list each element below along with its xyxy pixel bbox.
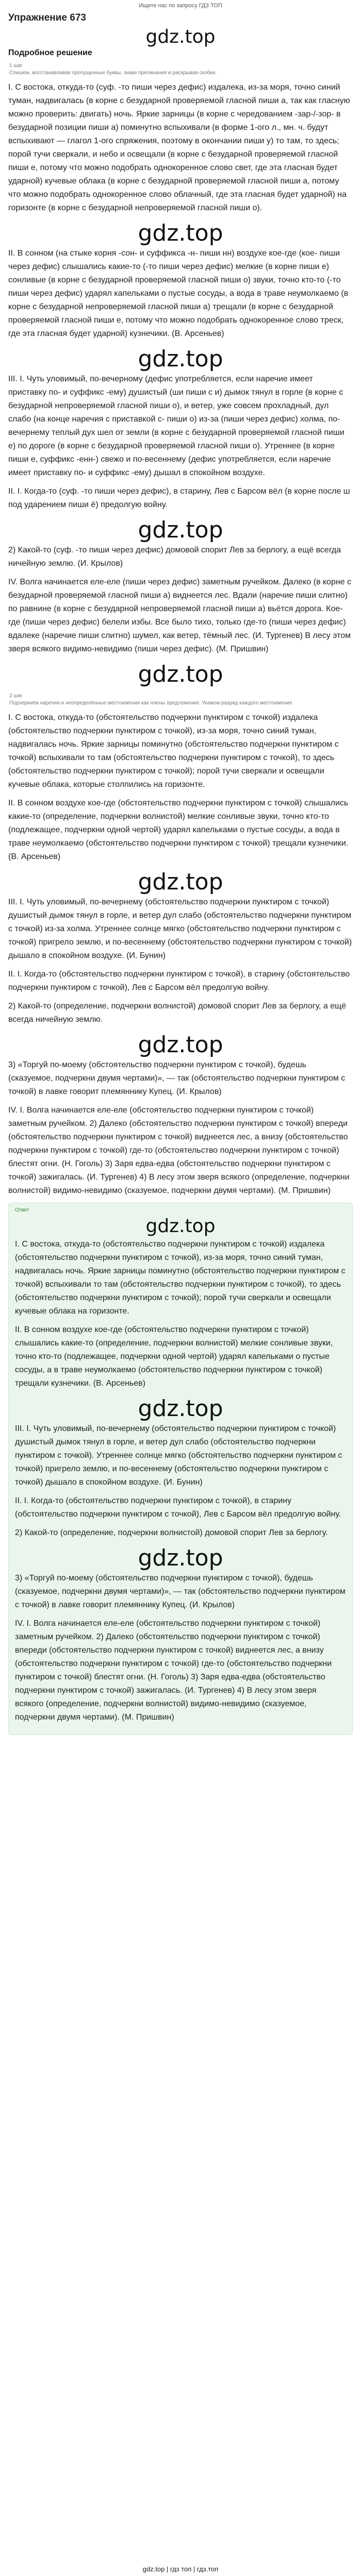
watermark: gdz.top bbox=[145, 26, 216, 47]
answer-box bbox=[8, 1203, 353, 1735]
paragraph: II. I. Когда-то (суф. -то пиши через дефис), в старину, Лев с Барсом вёл (в корне после ш под ударением пиши ё) предолгую войну. bbox=[8, 487, 350, 509]
paragraph: II. В сонном воздухе кое-где (обстоятельство подчеркни пунктиром с точкой) слышались какие-то (определение, подчеркни волнистой) мелкие сонливые звуки, точно кто-то (подлежащее, подчеркни одной чертой) ударял капельками о пустые сосуды, а в траве неумолкаемо (обстоятельство подчеркни пунктиром с точкой) трещали кузнечики. (В. Арсеньев) bbox=[15, 1325, 333, 1388]
paragraph: 2) Какой-то (определение, подчеркни волнистой) домовой спорит Лев за берлогу. bbox=[15, 1528, 328, 1537]
paragraph: III. I. Чуть уловимый, по-вечернему (обстоятельство подчеркни пунктиром с точкой) душистый дымок тянул в горле, и ветер дул слабо (обстоятельство подчеркни пунктиром с точкой). Утреннее солнце мягко (обстоятельство подчеркни пунктиром с точкой) пригрело землю, и по-весеннему (обстоятельство подчеркни пунктиром с точкой) дышало в спокойном воздухе. (И. Бунин) bbox=[15, 1424, 342, 1487]
solution-subtitle: Подробное решение bbox=[8, 48, 92, 57]
paragraph: II. В сонном воздухе кое-где (обстоятельство подчеркни пунктиром с точкой) слышались какие-то (определение, подчеркни волнистой) мелкие сонливые звуки, точно кто-то (подлежащее, подчеркни одной чертой) ударял капельками о пустые сосуды, а вода в траве неумолкаемо (обстоятельство подчеркни пунктиром с точкой) трещали кузнечики. (В. Арсеньев) bbox=[8, 799, 349, 861]
paragraph: IV. I. Волга начинается еле-еле (обстоятельство подчеркни пунктиром с точкой) заметным ручейком. 2) Далеко (обстоятельство подчеркни пунктиром с точкой) впереди (обстоятельство подчеркни пунктиром с точкой) виднеется лес, а внизу (обстоятельство подчеркни пунктиром с точкой) где-то (обстоятельство подчеркни пунктиром с точкой) блестят огни. (Н. Гоголь) 3) Заря едва-едва (обстоятельство подчеркни пунктиром с точкой) зажигалась. (И. Тургенев) 4) В лесу этом зверя всякого (определение, подчеркни волнистой) видимо-невидимо (сказуемое, подчеркни двумя чертами). (М. Пришвин) bbox=[8, 1106, 350, 1195]
paragraph: II. В сонном (на стыке корня -сон- и суффикса -н- пиши нн) воздухе кое-где (кое- пиши через дефис) слышались какие-то (-то пиши через дефис) мелкие (в корне пиши е) сонливые (в корне с безударной проверяемой гласной пиши о) звуки, точно кто-то (-то пиши через дефис) ударял капельками о пустые сосуды, а вода в траве неумолкаемо (в корне с безударной непроверяемой гласной пиши а) трещали (в корне с безударной проверяемой гласной пиши е, потому что можно подобрать однокоренное слово треск, где эта гласная будет ударной) кузнечики. (В. Арсеньев) bbox=[8, 249, 349, 338]
watermark: gdz.top bbox=[138, 1545, 223, 1571]
paragraph: I. С востока, откуда-то (суф. -то пиши через дефис) издалека, из-за моря, точно синий туман, надвигалась (в корне с безударной проверяемой гласной пиши а, так как гласную можно проверить: двигать) ночь. Яркие зарницы (в корне с чередованием -зар-/-зор- в безударной позиции пиши а) поминутно вспыхивали (в форме 1-ого л., мн. ч. будут вспыхивают — глагол 1-ого спряжения, поэтому в окончании пиши у) то там, то здесь; порой тучи сверкали, и небо и освещали (в корне с безударной проверяемой гласной пиши е, потому что можно подобрать однокоренное слово свет, где эта гласная будет ударной) кучевые облака (в корне с безударной проверяемой гласной пиши а, потому что можно подобрать однокоренное слово облачный, где эта гласная будет ударной) на горизонте (в корне с безударной непроверяемой гласной пиши о). bbox=[8, 83, 350, 212]
watermark: gdz.top bbox=[145, 1216, 216, 1237]
answer-text bbox=[15, 1238, 346, 1724]
footer-links[interactable]: gdz.top | гдз топ | гдз.топ bbox=[142, 2565, 219, 2573]
paragraph: I. С востока, откуда-то (обстоятельство подчеркни пунктиром с точкой) издалека (обстоятельство подчеркни пунктиром с точкой), из-за моря, точно синий туман, надвигалась ночь. Яркие зарницы поминутно (обстоятельство подчеркни пунктиром с точкой) вспыхивали то там (обстоятельство подчеркни пунктиром с точкой), то здесь (обстоятельство подчеркни пунктиром с точкой); порой тучи сверкали и освещали кучевые облака на горизонте. bbox=[15, 1240, 346, 1316]
step-2-text bbox=[8, 711, 353, 1198]
paragraph: III. I. Чуть уловимый, по-вечерному (дефис употребляется, если наречие имеет приставку по- и суффикс -ему) душистый (ши пиши с и) дымок тянул в горле (в корне с безударной непроверяемой гласной пиши о), и ветер, уже совсем прохладный, дул слабо (на конце наречия с приставкой с- пиши о) из-за (пиши через дефис) холма, по-вечернему теплый дух шел от земли (в корне с безударной проверяемой гласной пиши е) по дороге (в корне с безударной проверяемой гласной пиши о). Утреннее (в корне пиши е, суффикс -енн-) свежо и по-весеннему (дефис употребляется, если наречие имеет приставку по- и суффикс -ему) дышал в спокойном воздухе. bbox=[8, 375, 344, 477]
paragraph: IV. I. Волга начинается еле-еле (обстоятельство подчеркни пунктиром с точкой) заметным ручейком. 2) Далеко (обстоятельство подчеркни пунктиром с точкой) впереди (обстоятельство подчеркни пунктиром с точкой) виднеется лес, а внизу (обстоятельство подчеркни пунктиром с точкой) где-то (обстоятельство подчеркни пунктиром с точкой) блестят огни. (Н. Гоголь) 3) Заря едва-едва (обстоятельство подчеркни пунктиром с точкой) зажигалась. (И. Тургенев) 4) В лесу этом зверя всякого (определение, подчеркни волнистой) видимо-невидимо (сказуемое, подчеркни двумя чертами). (М. Пришвин) bbox=[15, 1619, 332, 1722]
top-notice-bar bbox=[0, 0, 361, 11]
paragraph: II. I. Когда-то (обстоятельство подчеркни пунктиром с точкой), в старину (обстоятельство подчеркни пунктиром с точкой), Лев с Барсом вёл предолгую войну. bbox=[8, 970, 350, 992]
watermark: gdz.top bbox=[138, 1395, 223, 1422]
paragraph: 3) «Торгуй по-моему (обстоятельство подчеркни пунктиром с точкой), будешь (сказуемое, подчеркни двумя чертами)», — так (обстоятельство подчеркни пунктиром с точкой) в лавке говорит племяннику Купец. (И. Крылов) bbox=[8, 1060, 346, 1096]
step-2-hint: Подчеркнём наречия и неопределённые местоимения как члены предложения. Укажем разряд каждого местоимения. bbox=[9, 700, 293, 706]
step-1-hint: Спишем, восстанавливая пропущенные буквы, знаки препинания и раскрывая скобки. bbox=[9, 70, 217, 76]
paragraph: IV. Волга начинается еле-еле (пиши через дефис) заметным ручейком. Далеко (в корне с безударной проверяемой гласной пиши а) виднеется лес. Вдали (наречие пиши слитно) по равнине (в корне с безударной непроверяемой гласной пиши а) вьётся дорога. Кое-где (пиши через дефис) белели избы. Все было тихо, только где-то (пиши через дефис) вдалеке (наречие пиши слитно) шумел, как ветер, тёмный лес. (И. Тургенев) В лесу этом зверя всякого видимо-невидимо (пиши через дефис). (М. Пришвин) bbox=[8, 578, 352, 653]
step-2-label: 2 шаг bbox=[9, 693, 23, 699]
step-1-text bbox=[8, 81, 353, 656]
paragraph: III. I. Чуть уловимый, по-вечернему (обстоятельство подчеркни пунктиром с точкой) душистый дымок тянул в горле, и ветер дул слабо (обстоятельство подчеркни пунктиром с точкой) из-за холма. Утреннее солнце мягко (обстоятельство подчеркни пунктиром с точкой) пригрело землю, и по-весеннему (обстоятельство подчеркни пунктиром с точкой) дышало в спокойном воздухе. (И. Бунин) bbox=[8, 898, 352, 960]
watermark: gdz.top bbox=[138, 869, 223, 895]
answer-label: Ответ bbox=[15, 1207, 29, 1213]
paragraph: 3) «Торгуй по-моему (обстоятельство подчеркни пунктиром с точкой), будешь (сказуемое, подчеркни двумя чертами)», — так (обстоятельство подчеркни пунктиром с точкой) в лавке говорит племяннику Купец. (И. Крылов) bbox=[15, 1574, 346, 1609]
page-title: Упражнение 673 bbox=[8, 12, 86, 23]
paragraph: I. С востока, откуда-то (обстоятельство подчеркни пунктиром с точкой) издалека (обстоятельство подчеркни пунктиром с точкой), из-за моря, точно синий туман, надвигалась ночь. Яркие зарницы поминутно (обстоятельство подчеркни пунктиром с точкой) вспыхивали то там (обстоятельство подчеркни пунктиром с точкой), то здесь (обстоятельство подчеркни пунктиром с точкой); порой тучи сверкали и освещали кучевые облака, которые столпились на горизонте. bbox=[8, 713, 339, 789]
paragraph: II. I. Когда-то (обстоятельство подчеркни пунктиром с точкой), в старину (обстоятельство подчеркни пунктиром с точкой), Лев с Барсом вёл предолгую войну. bbox=[15, 1496, 341, 1519]
watermark: gdz.top bbox=[138, 517, 223, 543]
watermark: gdz.top bbox=[138, 346, 223, 372]
watermark: gdz.top bbox=[138, 1032, 223, 1058]
search-notice: Ищите нас по запросу ГДЗ ТОП bbox=[139, 3, 222, 9]
paragraph: 2) Какой-то (суф. -то пиши через дефис) домовой спорит Лев за берлогу, а ещё всегда ничейную землю. (И. Крылов) bbox=[8, 546, 341, 568]
watermark: gdz.top bbox=[138, 661, 223, 687]
step-1-label: 1 шаг bbox=[9, 63, 23, 69]
paragraph: 2) Какой-то (определение, подчеркни волнистой) домовой спорит Лев за берлогу, а ещё всегда ничейную землю. bbox=[8, 1002, 347, 1024]
exercise-page bbox=[8, 12, 353, 1735]
watermark: gdz.top bbox=[138, 220, 223, 246]
